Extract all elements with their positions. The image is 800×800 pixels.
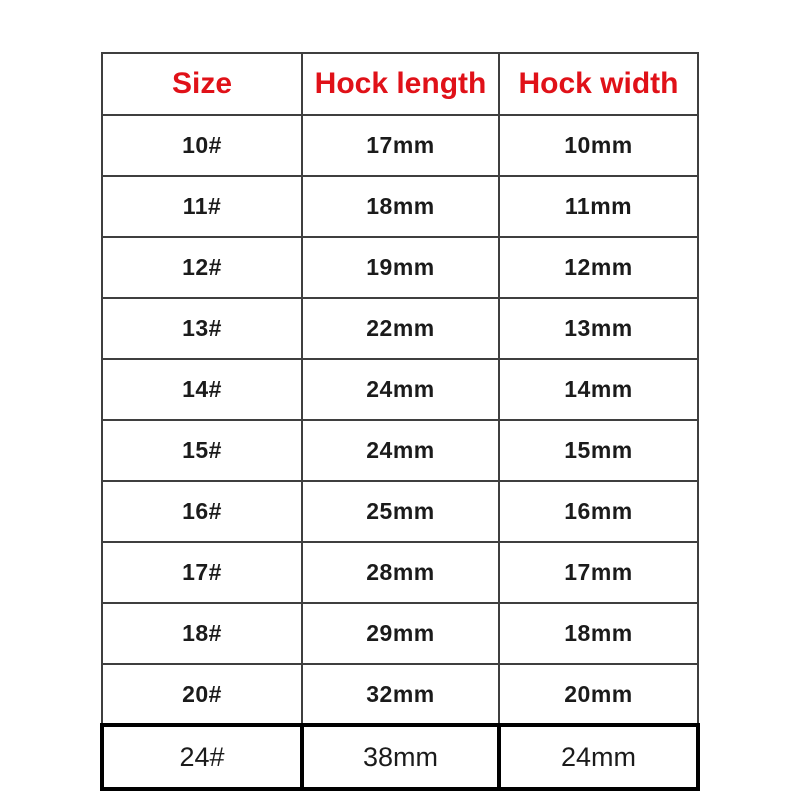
hock-width-cell: 20mm — [499, 664, 698, 725]
size-cell: 17# — [102, 542, 302, 603]
hock-width-cell: 24mm — [499, 725, 698, 789]
hock-length-cell: 24mm — [302, 359, 499, 420]
hock-length-cell: 24mm — [302, 420, 499, 481]
table-row — [102, 237, 698, 298]
table-header-row — [102, 53, 698, 115]
size-cell: 11# — [102, 176, 302, 237]
hock-length-cell: 29mm — [302, 603, 499, 664]
size-cell: 18# — [102, 603, 302, 664]
hock-width-cell: 13mm — [499, 298, 698, 359]
hock-length-cell: 38mm — [302, 725, 499, 789]
table-row — [102, 115, 698, 176]
hock-width-cell: 15mm — [499, 420, 698, 481]
hock-width-header: Hock width — [499, 53, 698, 115]
table-row — [102, 481, 698, 542]
table-row — [102, 359, 698, 420]
size-cell: 24# — [102, 725, 302, 789]
table-row — [102, 176, 698, 237]
hock-width-cell: 14mm — [499, 359, 698, 420]
table-row — [102, 298, 698, 359]
size-cell: 14# — [102, 359, 302, 420]
table-row — [102, 664, 698, 725]
table-row — [102, 420, 698, 481]
table-row — [102, 542, 698, 603]
hock-width-cell: 11mm — [499, 176, 698, 237]
hock-length-cell: 22mm — [302, 298, 499, 359]
table-row — [102, 725, 698, 789]
size-cell: 13# — [102, 298, 302, 359]
hock-width-cell: 12mm — [499, 237, 698, 298]
hock-length-cell: 17mm — [302, 115, 499, 176]
size-cell: 20# — [102, 664, 302, 725]
hock-length-cell: 25mm — [302, 481, 499, 542]
hock-length-cell: 28mm — [302, 542, 499, 603]
size-header: Size — [102, 53, 302, 115]
table-row — [102, 603, 698, 664]
size-cell: 12# — [102, 237, 302, 298]
hock-length-cell: 19mm — [302, 237, 499, 298]
hock-length-cell: 18mm — [302, 176, 499, 237]
hock-length-header: Hock length — [302, 53, 499, 115]
hock-width-cell: 18mm — [499, 603, 698, 664]
hock-width-cell: 10mm — [499, 115, 698, 176]
size-cell: 15# — [102, 420, 302, 481]
hock-width-cell: 17mm — [499, 542, 698, 603]
size-cell: 10# — [102, 115, 302, 176]
hock-width-cell: 16mm — [499, 481, 698, 542]
size-chart-table — [100, 52, 700, 791]
size-cell: 16# — [102, 481, 302, 542]
hock-length-cell: 32mm — [302, 664, 499, 725]
